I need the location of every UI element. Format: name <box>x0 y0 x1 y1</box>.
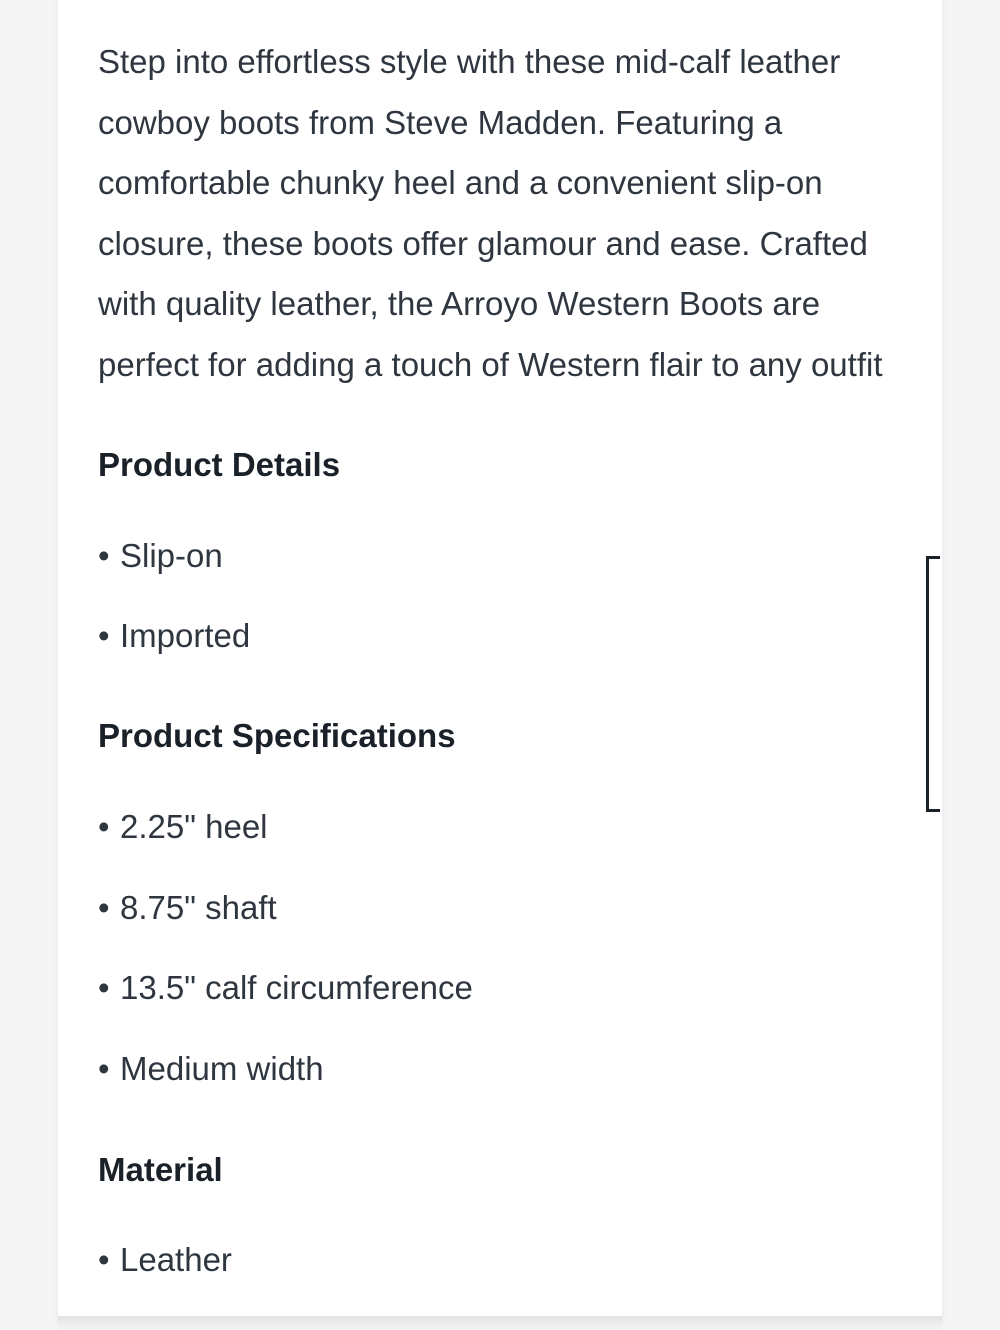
list-item-text: 2.25" heel <box>120 808 268 845</box>
bullet-icon: • <box>98 889 110 926</box>
list-item <box>98 969 473 1007</box>
description-line: perfect for adding a touch of Western flair to any outfit <box>98 345 883 383</box>
list-item-text: 13.5" calf circumference <box>120 969 473 1006</box>
bullet-icon: • <box>98 808 110 845</box>
material-heading: Material <box>98 1151 223 1188</box>
bullet-icon: • <box>98 1050 110 1087</box>
bullet-icon: • <box>98 537 110 574</box>
description-line: comfortable chunky heel and a convenient slip-on <box>98 164 823 201</box>
list-item <box>98 889 277 927</box>
list-item-text: Medium width <box>120 1050 324 1087</box>
description-line: with quality leather, the Arroyo Western Boots are <box>98 285 821 322</box>
list-item-text: Slip-on <box>120 537 223 574</box>
bullet-icon: • <box>98 969 110 1006</box>
product-info-panel <box>58 0 942 1324</box>
list-item <box>98 617 250 655</box>
description-line: cowboy boots from Steve Madden. Featuring a <box>98 103 783 141</box>
description-line: closure, these boots offer glamour and ease. Crafted <box>98 224 868 262</box>
panel-bottom-edge <box>58 1316 942 1330</box>
product-details-heading: Product Details <box>98 446 341 483</box>
list-item-text: Leather <box>120 1241 232 1278</box>
product-description <box>98 32 942 395</box>
list-item <box>98 1241 232 1279</box>
product-specifications-heading: Product Specifications <box>98 717 456 754</box>
list-item-text: 8.75" shaft <box>120 889 277 926</box>
list-item <box>98 808 268 846</box>
list-item <box>98 537 223 575</box>
list-item-text: Imported <box>120 617 251 654</box>
list-item <box>98 1050 324 1088</box>
description-line: Step into effortless style with these mid-calf leather <box>98 43 841 80</box>
bullet-icon: • <box>98 617 110 654</box>
bullet-icon: • <box>98 1241 110 1278</box>
scroll-indicator[interactable] <box>926 556 940 812</box>
